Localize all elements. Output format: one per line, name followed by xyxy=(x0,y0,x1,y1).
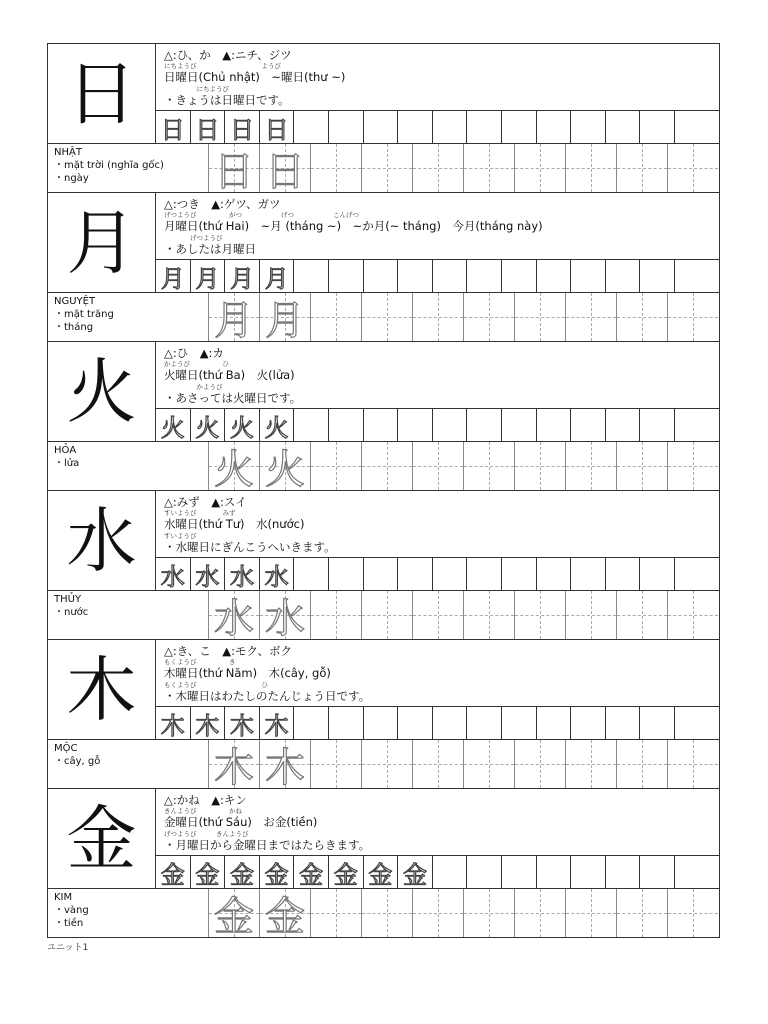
meaning-item: ・cây, gỗ xyxy=(54,756,101,767)
practice-cell xyxy=(310,740,361,788)
practice-cell xyxy=(361,889,412,937)
trace-cell xyxy=(398,111,433,144)
meaning-practice-row xyxy=(48,143,719,195)
hanviet-reading: THỦY xyxy=(54,594,82,605)
meaning-practice-row xyxy=(48,292,719,344)
practice-cell xyxy=(667,144,718,192)
practice-cell xyxy=(463,144,514,192)
practice-cell xyxy=(616,889,667,937)
practice-grid xyxy=(208,293,719,344)
trace-cell xyxy=(364,260,399,293)
trace-cell xyxy=(606,260,641,293)
trace-guide-kanji: 火 xyxy=(229,414,254,442)
vocab-line: 日曜日(Chủ nhật) ~曜日(thư ~) xyxy=(164,70,346,85)
trace-guide-kanji: 日 xyxy=(264,116,289,144)
trace-cell xyxy=(364,111,399,144)
meaning-panel xyxy=(54,295,114,334)
practice-grid xyxy=(208,442,719,493)
meaning-item: ・tháng xyxy=(54,322,94,333)
trace-cell xyxy=(537,409,572,442)
trace-guide-kanji: 水 xyxy=(229,563,254,591)
practice-cell xyxy=(310,144,361,192)
practice-cell xyxy=(463,591,514,639)
meaning-practice-row xyxy=(48,590,719,642)
practice-cell xyxy=(667,740,718,788)
trace-cell xyxy=(571,707,606,740)
trace-cell xyxy=(606,707,641,740)
practice-cell xyxy=(514,144,565,192)
example-sentence: ・あさっては火曜日です。 xyxy=(164,390,302,405)
trace-guide-kanji: 木 xyxy=(195,712,220,740)
trace-cell xyxy=(467,260,502,293)
trace-guide-kanji: 木 xyxy=(160,712,185,740)
trace-cell xyxy=(467,558,502,591)
trace-cell xyxy=(502,856,537,889)
practice-cell xyxy=(463,442,514,490)
practice-cell xyxy=(259,293,310,344)
trace-guide-kanji: 水 xyxy=(160,563,185,591)
practice-cell xyxy=(208,442,259,493)
practice-cell xyxy=(208,144,259,195)
reading-line: △:みず ▲:スイ xyxy=(164,495,247,509)
practice-cell xyxy=(361,591,412,639)
trace-cell xyxy=(364,409,399,442)
practice-cell xyxy=(310,889,361,937)
trace-cell xyxy=(571,856,606,889)
furigana-line: すいようび xyxy=(164,531,197,540)
hanviet-reading: NHẬT xyxy=(54,147,82,158)
practice-grid xyxy=(208,591,719,642)
trace-cell xyxy=(433,111,468,144)
trace-cell xyxy=(571,558,606,591)
practice-cell xyxy=(412,293,463,341)
practice-cell xyxy=(565,889,616,937)
furigana-line: きんようび かね xyxy=(164,807,242,816)
trace-cell xyxy=(467,707,502,740)
practice-guide-kanji: 月 xyxy=(265,297,305,344)
trace-cell xyxy=(398,409,433,442)
practice-cell xyxy=(667,591,718,639)
practice-cell xyxy=(616,442,667,490)
practice-cell xyxy=(412,889,463,937)
meaning-panel xyxy=(54,891,89,930)
trace-cell xyxy=(606,558,641,591)
trace-cell xyxy=(571,111,606,144)
practice-cell xyxy=(259,144,310,195)
furigana-line: かようび xyxy=(164,382,223,391)
trace-cell xyxy=(675,111,710,144)
trace-cell xyxy=(398,707,433,740)
meaning-practice-row xyxy=(48,888,719,940)
practice-cell xyxy=(565,293,616,341)
kanji-block xyxy=(48,44,719,193)
vocab-line: 月曜日(thứ Hai) ~月 (tháng ~) ~か月(~ tháng) 今月(tháng này) xyxy=(164,219,543,234)
meaning-item: ・nước xyxy=(54,607,89,618)
trace-cell xyxy=(537,707,572,740)
meaning-practice-row xyxy=(48,441,719,493)
trace-cell xyxy=(675,707,710,740)
main-kanji: 水 xyxy=(48,491,156,590)
meaning-panel xyxy=(54,742,100,768)
trace-cell xyxy=(329,111,364,144)
trace-cell xyxy=(156,707,191,740)
kanji-block xyxy=(48,789,719,940)
practice-cell xyxy=(361,442,412,490)
trace-cell xyxy=(398,558,433,591)
reading-line: △:き、こ ▲:モク、ボク xyxy=(164,644,293,658)
trace-guide-kanji: 月 xyxy=(264,265,289,293)
hanviet-reading: HỎA xyxy=(54,445,77,456)
trace-cell xyxy=(467,856,502,889)
trace-guide-kanji: 金 xyxy=(299,861,324,889)
practice-cell xyxy=(667,889,718,937)
main-kanji: 火 xyxy=(48,342,156,441)
trace-guide-kanji: 火 xyxy=(264,414,289,442)
trace-guide-kanji: 金 xyxy=(195,861,220,889)
trace-cell xyxy=(675,260,710,293)
meaning-item: ・mặt trời (nghĩa gốc) xyxy=(54,160,164,171)
readings-panel xyxy=(156,342,719,408)
trace-cell xyxy=(364,707,399,740)
main-kanji: 日 xyxy=(48,44,156,143)
example-sentence: ・月曜日から金曜日まではたらきます。 xyxy=(164,837,371,852)
hanviet-reading: MỘC xyxy=(54,743,78,754)
meaning-item: ・ngày xyxy=(54,173,89,184)
readings-panel xyxy=(156,44,719,110)
reading-line: △:つき ▲:ゲツ、ガツ xyxy=(164,197,281,211)
trace-cell xyxy=(675,856,710,889)
practice-cell xyxy=(616,293,667,341)
main-kanji: 月 xyxy=(48,193,156,292)
trace-guide-kanji: 金 xyxy=(160,861,185,889)
practice-cell xyxy=(565,442,616,490)
practice-grid xyxy=(208,144,719,195)
footer-unit: ユニット1 xyxy=(47,943,89,953)
practice-cell xyxy=(514,591,565,639)
practice-cell xyxy=(616,591,667,639)
trace-cell xyxy=(640,111,675,144)
meaning-item: ・vàng xyxy=(54,905,89,916)
trace-guide-kanji: 木 xyxy=(264,712,289,740)
trace-cell xyxy=(537,260,572,293)
trace-cell xyxy=(433,707,468,740)
trace-cell xyxy=(467,111,502,144)
trace-cell xyxy=(675,558,710,591)
furigana-line: にちようび ようび xyxy=(164,62,281,71)
practice-cell xyxy=(616,144,667,192)
furigana-line: すいようび みず xyxy=(164,509,236,518)
trace-cell xyxy=(571,409,606,442)
reading-line: △:ひ ▲:カ xyxy=(164,346,224,360)
trace-cell xyxy=(537,558,572,591)
practice-cell xyxy=(310,591,361,639)
reading-line: △:かね ▲:キン xyxy=(164,793,247,807)
trace-cell xyxy=(502,409,537,442)
trace-cell xyxy=(329,260,364,293)
trace-cell xyxy=(156,409,191,442)
trace-guide-kanji: 日 xyxy=(229,116,254,144)
readings-panel xyxy=(156,789,719,855)
trace-cell xyxy=(502,111,537,144)
trace-cell xyxy=(606,856,641,889)
trace-cell xyxy=(571,260,606,293)
trace-cell xyxy=(364,558,399,591)
furigana-line: もくようび き xyxy=(164,658,236,667)
worksheet xyxy=(47,43,720,938)
practice-cell xyxy=(463,293,514,341)
practice-grid xyxy=(208,740,719,791)
practice-guide-kanji: 日 xyxy=(214,148,254,195)
practice-guide-kanji: 火 xyxy=(265,446,305,493)
kanji-block xyxy=(48,342,719,491)
practice-cell xyxy=(412,442,463,490)
practice-cell xyxy=(259,740,310,791)
practice-cell xyxy=(565,740,616,788)
practice-cell xyxy=(514,442,565,490)
example-sentence: ・水曜日にぎんこうへいきます。 xyxy=(164,539,336,554)
trace-guide-kanji: 月 xyxy=(229,265,254,293)
practice-cell xyxy=(361,144,412,192)
main-kanji: 金 xyxy=(48,789,156,888)
practice-cell xyxy=(514,740,565,788)
practice-cell xyxy=(208,591,259,642)
practice-cell xyxy=(463,889,514,937)
practice-cell xyxy=(310,293,361,341)
practice-cell xyxy=(667,293,718,341)
kanji-block xyxy=(48,491,719,640)
meaning-item: ・mặt trăng xyxy=(54,309,114,320)
trace-cell xyxy=(433,409,468,442)
trace-cell xyxy=(640,856,675,889)
practice-cell xyxy=(412,144,463,192)
example-sentence: ・あしたは月曜日 xyxy=(164,241,256,256)
meaning-practice-row xyxy=(48,739,719,791)
kanji-block xyxy=(48,640,719,789)
trace-cell xyxy=(156,558,191,591)
reading-line: △:ひ、か ▲:ニチ、ジツ xyxy=(164,48,292,62)
trace-cell xyxy=(398,856,433,889)
practice-cell xyxy=(361,740,412,788)
practice-cell xyxy=(514,889,565,937)
furigana-line: にちようび xyxy=(164,84,229,93)
furigana-line: もくようび ひ xyxy=(164,680,268,689)
practice-cell xyxy=(616,740,667,788)
trace-cell xyxy=(640,558,675,591)
trace-cell xyxy=(640,260,675,293)
trace-cell xyxy=(640,409,675,442)
trace-guide-kanji: 金 xyxy=(229,861,254,889)
trace-cell xyxy=(329,558,364,591)
practice-cell xyxy=(310,442,361,490)
practice-guide-kanji: 月 xyxy=(214,297,254,344)
trace-guide-kanji: 金 xyxy=(333,861,358,889)
trace-cell xyxy=(329,409,364,442)
trace-guide-kanji: 月 xyxy=(160,265,185,293)
practice-cell xyxy=(667,442,718,490)
trace-cell xyxy=(675,409,710,442)
practice-guide-kanji: 火 xyxy=(214,446,254,493)
trace-guide-kanji: 火 xyxy=(160,414,185,442)
trace-cell xyxy=(398,260,433,293)
practice-grid xyxy=(208,889,719,940)
practice-guide-kanji: 水 xyxy=(214,595,254,642)
trace-guide-kanji: 火 xyxy=(195,414,220,442)
practice-cell xyxy=(259,889,310,940)
practice-cell xyxy=(565,144,616,192)
trace-cell xyxy=(606,409,641,442)
practice-cell xyxy=(208,293,259,344)
practice-cell xyxy=(259,591,310,642)
readings-panel xyxy=(156,193,719,259)
vocab-line: 水曜日(thứ Tư) 水(nước) xyxy=(164,517,305,532)
furigana-line: げつようび きんようび xyxy=(164,829,249,838)
meaning-item: ・lửa xyxy=(54,458,80,469)
example-sentence: ・木曜日はわたしのたんじょう日です。 xyxy=(164,688,371,703)
meaning-item: ・tiền xyxy=(54,918,84,929)
trace-cell xyxy=(433,260,468,293)
trace-cell xyxy=(433,558,468,591)
trace-guide-kanji: 金 xyxy=(402,861,427,889)
hanviet-reading: KIM xyxy=(54,892,73,903)
trace-guide-kanji: 木 xyxy=(229,712,254,740)
trace-cell xyxy=(329,707,364,740)
trace-cell xyxy=(467,409,502,442)
trace-cell xyxy=(156,260,191,293)
hanviet-reading: NGUYỆT xyxy=(54,296,96,307)
trace-cell xyxy=(433,856,468,889)
trace-cell xyxy=(329,856,364,889)
practice-cell xyxy=(361,293,412,341)
practice-guide-kanji: 水 xyxy=(265,595,305,642)
trace-guide-kanji: 日 xyxy=(195,116,220,144)
practice-cell xyxy=(565,591,616,639)
trace-cell xyxy=(364,856,399,889)
trace-guide-kanji: 金 xyxy=(264,861,289,889)
practice-cell xyxy=(208,889,259,940)
practice-cell xyxy=(259,442,310,493)
example-sentence: ・きょうは日曜日です。 xyxy=(164,92,290,107)
trace-guide-kanji: 金 xyxy=(368,861,393,889)
readings-panel xyxy=(156,491,719,557)
practice-cell xyxy=(412,740,463,788)
trace-cell xyxy=(156,111,191,144)
practice-cell xyxy=(514,293,565,341)
meaning-panel xyxy=(54,444,79,470)
furigana-line: げつようび xyxy=(164,233,223,242)
trace-cell xyxy=(537,111,572,144)
furigana-line: げつようび がつ げつ こんげつ xyxy=(164,211,359,220)
trace-guide-kanji: 水 xyxy=(195,563,220,591)
trace-cell xyxy=(640,707,675,740)
furigana-line: かようび ひ xyxy=(164,360,229,369)
trace-cell xyxy=(606,111,641,144)
practice-guide-kanji: 日 xyxy=(265,148,305,195)
practice-guide-kanji: 金 xyxy=(214,893,254,940)
trace-guide-kanji: 日 xyxy=(160,116,185,144)
trace-cell xyxy=(502,260,537,293)
kanji-block xyxy=(48,193,719,342)
practice-cell xyxy=(208,740,259,791)
practice-guide-kanji: 木 xyxy=(214,744,254,791)
trace-cell xyxy=(156,856,191,889)
trace-guide-kanji: 水 xyxy=(264,563,289,591)
trace-cell xyxy=(537,856,572,889)
meaning-panel xyxy=(54,146,164,185)
vocab-line: 金曜日(thứ Sáu) お金(tiền) xyxy=(164,815,318,830)
practice-cell xyxy=(463,740,514,788)
practice-guide-kanji: 金 xyxy=(265,893,305,940)
readings-panel xyxy=(156,640,719,706)
trace-guide-kanji: 月 xyxy=(195,265,220,293)
trace-cell xyxy=(502,558,537,591)
meaning-panel xyxy=(54,593,88,619)
practice-cell xyxy=(412,591,463,639)
main-kanji: 木 xyxy=(48,640,156,739)
trace-cell xyxy=(502,707,537,740)
practice-guide-kanji: 木 xyxy=(265,744,305,791)
vocab-line: 木曜日(thứ Năm) 木(cây, gỗ) xyxy=(164,666,331,681)
vocab-line: 火曜日(thứ Ba) 火(lửa) xyxy=(164,368,295,383)
